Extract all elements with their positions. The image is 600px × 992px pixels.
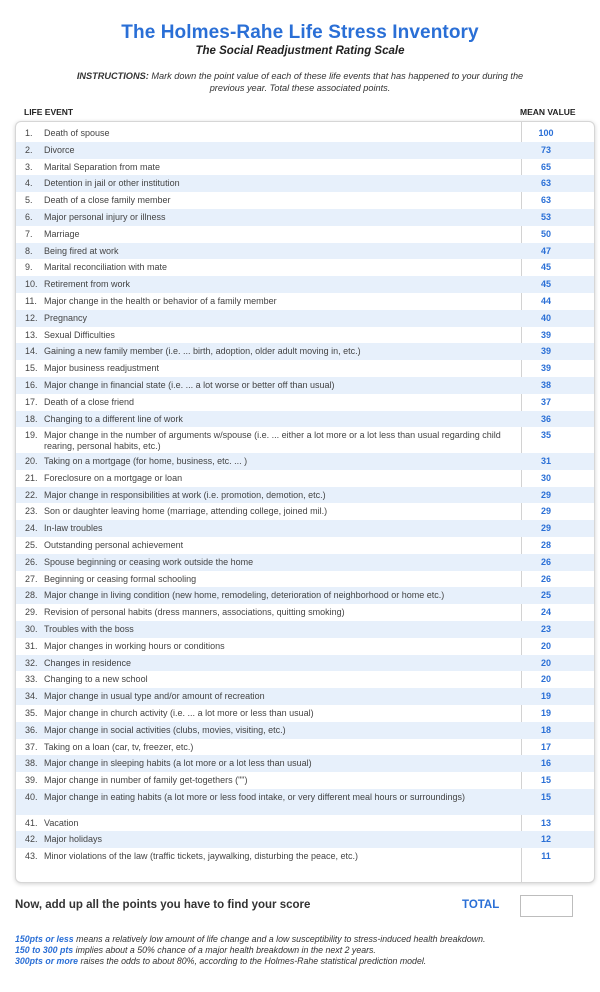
- event-description: Major changes in working hours or conditions: [44, 640, 225, 651]
- event-number: 16.: [25, 379, 38, 390]
- event-number: 22.: [25, 489, 38, 500]
- event-mean-value: 45: [540, 279, 551, 290]
- event-number: 37.: [25, 741, 38, 752]
- table-row: [16, 226, 594, 243]
- event-number: 31.: [25, 640, 38, 651]
- event-description: Death of spouse: [44, 128, 110, 138]
- event-mean-value: 17: [540, 741, 551, 752]
- event-number: 4.: [25, 178, 33, 189]
- event-mean-value: 12: [540, 834, 551, 845]
- event-mean-value: 26: [540, 573, 551, 584]
- event-number: 23.: [25, 506, 38, 517]
- table-row: [16, 470, 594, 487]
- event-number: 5.: [25, 195, 33, 206]
- table-row: [16, 621, 594, 638]
- table-row: [16, 755, 594, 772]
- table-row: [16, 554, 594, 571]
- event-description: Death of a close family member: [44, 195, 171, 206]
- event-mean-value: 39: [540, 363, 551, 374]
- event-mean-value: 36: [540, 413, 551, 424]
- score-note-range: 150pts or less: [15, 934, 74, 944]
- event-number: 29.: [25, 607, 38, 618]
- page-title: The Holmes-Rahe Life Stress Inventory: [121, 22, 479, 43]
- event-mean-value: 38: [540, 379, 551, 390]
- event-mean-value: 35: [540, 430, 551, 441]
- event-description: Pregnancy: [44, 312, 88, 323]
- event-number: 35.: [25, 707, 38, 718]
- event-mean-value: 15: [540, 791, 551, 802]
- table-row: [16, 571, 594, 588]
- total-label: TOTAL: [462, 899, 500, 911]
- table-row: [16, 411, 594, 428]
- event-number: 43.: [25, 851, 38, 862]
- total-prompt: Now, add up all the points you have to find your score: [15, 899, 311, 911]
- event-description: Marital reconciliation with mate: [44, 262, 168, 273]
- instructions-label: INSTRUCTIONS:: [76, 71, 149, 81]
- table-row: [16, 192, 594, 209]
- event-mean-value: 13: [540, 817, 551, 828]
- event-description: Troubles with the boss: [44, 624, 134, 634]
- event-mean-value: 63: [540, 178, 551, 189]
- table-row: [16, 427, 594, 453]
- event-number: 1.: [25, 128, 33, 138]
- table-row: [16, 739, 594, 756]
- event-number: 12.: [25, 312, 38, 323]
- event-description: Minor violations of the law (traffic tickets, jaywalking, disturbing the peace, etc.): [44, 851, 358, 862]
- table-row: [16, 310, 594, 327]
- event-description: Major change in eating habits (a lot more or less food intake, or very different meal hours or surroundings): [44, 791, 466, 802]
- event-number: 32.: [25, 657, 38, 668]
- event-number: 27.: [25, 573, 38, 584]
- event-description: Beginning or ceasing formal schooling: [44, 573, 197, 584]
- score-note: [15, 945, 585, 956]
- event-description: Major change in number of family get-togethers (""): [44, 775, 248, 786]
- score-note: [15, 956, 585, 967]
- event-mean-value: 47: [540, 245, 551, 256]
- event-description: Outstanding personal achievement: [44, 540, 184, 551]
- events-rows: [16, 125, 594, 865]
- event-number: 33.: [25, 674, 38, 685]
- table-row: [16, 209, 594, 226]
- page-subtitle: The Social Readjustment Rating Scale: [195, 45, 405, 57]
- event-number: 36.: [25, 724, 38, 735]
- event-mean-value: 29: [540, 523, 551, 534]
- event-mean-value: 44: [540, 295, 551, 306]
- event-description: Death of a close friend: [44, 396, 135, 407]
- event-description: Vacation: [44, 817, 79, 828]
- event-mean-value: 63: [540, 195, 551, 206]
- event-description: Revision of personal habits (dress manners, associations, quitting smoking): [44, 607, 345, 618]
- table-row: [16, 293, 594, 310]
- event-description: Gaining a new family member (i.e. ... birth, adoption, older adult moving in, etc.): [44, 346, 361, 357]
- score-note-text: implies about a 50% chance of a major health breakdown in the next 2 years.: [73, 945, 376, 955]
- table-row: [16, 142, 594, 159]
- table-row: [16, 655, 594, 672]
- instructions-text: Mark down the point value of each of these life events that has happened to your during the previous year. Total these associated points.: [148, 71, 524, 93]
- event-mean-value: 20: [540, 657, 551, 668]
- table-row: [16, 587, 594, 604]
- event-description: Marriage: [44, 228, 80, 239]
- table-row: [16, 453, 594, 470]
- score-notes: [15, 934, 585, 967]
- event-mean-value: 20: [540, 640, 551, 651]
- event-description: Retirement from work: [44, 279, 131, 290]
- score-note-range: 150 to 300 pts: [15, 945, 74, 955]
- event-number: 40.: [25, 791, 38, 802]
- event-number: 9.: [25, 262, 33, 273]
- event-number: 41.: [25, 817, 38, 828]
- event-mean-value: 50: [540, 228, 551, 239]
- event-mean-value: 16: [540, 758, 551, 769]
- events-table: [15, 121, 595, 883]
- table-row: [16, 377, 594, 394]
- table-row: [16, 259, 594, 276]
- event-mean-value: 53: [540, 211, 551, 222]
- score-note-range: 300pts or more: [15, 956, 79, 966]
- instructions: [60, 70, 540, 94]
- event-description: Major change in social activities (clubs, movies, visiting, etc.): [44, 724, 286, 735]
- table-row: [16, 503, 594, 520]
- event-mean-value: 20: [540, 674, 551, 685]
- event-number: 6.: [25, 211, 33, 222]
- table-row: [16, 638, 594, 655]
- event-number: 26.: [25, 556, 38, 567]
- table-row: [16, 789, 594, 815]
- event-mean-value: 45: [540, 262, 551, 273]
- table-row: [16, 175, 594, 192]
- event-mean-value: 30: [540, 472, 551, 483]
- score-note: [15, 934, 585, 945]
- event-mean-value: 24: [540, 607, 551, 618]
- event-number: 20.: [25, 456, 38, 467]
- event-description: Major personal injury or illness: [44, 211, 166, 222]
- event-mean-value: 39: [540, 329, 551, 340]
- event-description: Major change in church activity (i.e. ... a lot more or less than usual): [44, 707, 314, 718]
- event-description: Major change in living condition (new home, remodeling, deterioration of neighborhood or home etc.): [44, 590, 445, 601]
- table-row: [16, 537, 594, 554]
- event-number: 34.: [25, 691, 38, 702]
- event-number: 17.: [25, 396, 38, 407]
- event-mean-value: 26: [540, 556, 551, 567]
- table-row: [16, 394, 594, 411]
- event-number: 30.: [25, 624, 38, 634]
- event-number: 3.: [25, 161, 33, 172]
- event-mean-value: 31: [540, 456, 551, 467]
- table-row: [16, 831, 594, 848]
- table-row: [16, 343, 594, 360]
- column-header-mean-value: MEAN VALUE: [520, 107, 576, 117]
- event-description: Major change in financial state (i.e. ... a lot worse or better off than usual): [44, 379, 335, 390]
- event-description: Spouse beginning or ceasing work outside the home: [44, 556, 254, 567]
- event-mean-value: 28: [540, 540, 551, 551]
- table-row: [16, 159, 594, 176]
- event-mean-value: 19: [540, 707, 551, 718]
- event-description: Major holidays: [44, 834, 103, 845]
- event-number: 14.: [25, 346, 38, 357]
- event-mean-value: 18: [540, 724, 551, 735]
- event-mean-value: 37: [540, 396, 551, 407]
- total-input-box[interactable]: [520, 895, 573, 917]
- event-number: 13.: [25, 329, 38, 340]
- event-number: 19.: [25, 430, 38, 441]
- event-mean-value: 29: [540, 506, 551, 517]
- event-description: In-law troubles: [44, 523, 103, 534]
- event-description: Marital Separation from mate: [44, 161, 161, 172]
- event-mean-value: 73: [540, 144, 551, 155]
- table-row: [16, 848, 594, 865]
- event-description: Major change in the number of arguments w/spouse (i.e. ... either a lot more or a lot less than usual regarding child rearing, personal habits, etc.): [44, 430, 501, 451]
- table-row: [16, 815, 594, 832]
- event-description: Divorce: [44, 144, 75, 155]
- table-row: [16, 487, 594, 504]
- table-row: [16, 688, 594, 705]
- event-mean-value: 23: [540, 624, 551, 634]
- event-description: Detention in jail or other institution: [44, 178, 180, 189]
- table-row: [16, 722, 594, 739]
- event-description: Being fired at work: [44, 245, 119, 256]
- table-row: [16, 671, 594, 688]
- event-description: Changes in residence: [44, 657, 132, 668]
- event-description: Major change in usual type and/or amount of recreation: [44, 691, 265, 702]
- event-description: Changing to a new school: [44, 674, 148, 685]
- event-description: Major change in the health or behavior of a family member: [44, 295, 277, 306]
- event-mean-value: 19: [540, 691, 551, 702]
- event-description: Taking on a loan (car, tv, freezer, etc.): [44, 741, 194, 752]
- event-number: 18.: [25, 413, 38, 424]
- event-mean-value: 65: [540, 161, 551, 172]
- event-description: Major change in sleeping habits (a lot more or a lot less than usual): [44, 758, 312, 769]
- table-row: [16, 705, 594, 722]
- event-mean-value: 25: [540, 590, 551, 601]
- event-description: Changing to a different line of work: [44, 413, 183, 424]
- event-number: 21.: [25, 472, 38, 483]
- score-note-text: raises the odds to about 80%, according to the Holmes-Rahe statistical prediction model.: [78, 956, 427, 966]
- event-number: 38.: [25, 758, 38, 769]
- score-note-text: means a relatively low amount of life change and a low susceptibility to stress-induced health breakdown.: [73, 934, 486, 944]
- event-description: Sexual Difficulties: [44, 329, 115, 340]
- event-number: 39.: [25, 775, 38, 786]
- event-description: Foreclosure on a mortgage or loan: [44, 472, 183, 483]
- table-row: [16, 276, 594, 293]
- event-number: 7.: [25, 228, 33, 239]
- table-row: [16, 604, 594, 621]
- event-description: Major change in responsibilities at work (i.e. promotion, demotion, etc.): [44, 489, 326, 500]
- event-number: 28.: [25, 590, 38, 601]
- event-mean-value: 100: [538, 128, 554, 138]
- event-mean-value: 11: [541, 851, 551, 862]
- event-description: Major business readjustment: [44, 363, 160, 374]
- table-row: [16, 360, 594, 377]
- event-number: 25.: [25, 540, 38, 551]
- table-row: [16, 125, 594, 142]
- event-description: Taking on a mortgage (for home, business, etc. ... ): [44, 456, 248, 467]
- event-mean-value: 29: [540, 489, 551, 500]
- table-row: [16, 243, 594, 260]
- table-row: [16, 772, 594, 789]
- table-row: [16, 327, 594, 344]
- event-number: 24.: [25, 523, 38, 534]
- event-number: 11.: [25, 295, 37, 306]
- event-number: 10.: [25, 279, 38, 290]
- event-number: 42.: [25, 834, 38, 845]
- column-header-life-event: LIFE EVENT: [24, 107, 74, 117]
- table-row: [16, 520, 594, 537]
- event-number: 2.: [25, 144, 33, 155]
- event-number: 15.: [25, 363, 38, 374]
- event-description: Son or daughter leaving home (marriage, attending college, joined mil.): [44, 506, 328, 517]
- event-number: 8.: [25, 245, 33, 256]
- event-mean-value: 40: [540, 312, 551, 323]
- event-mean-value: 39: [540, 346, 551, 357]
- event-mean-value: 15: [540, 775, 551, 786]
